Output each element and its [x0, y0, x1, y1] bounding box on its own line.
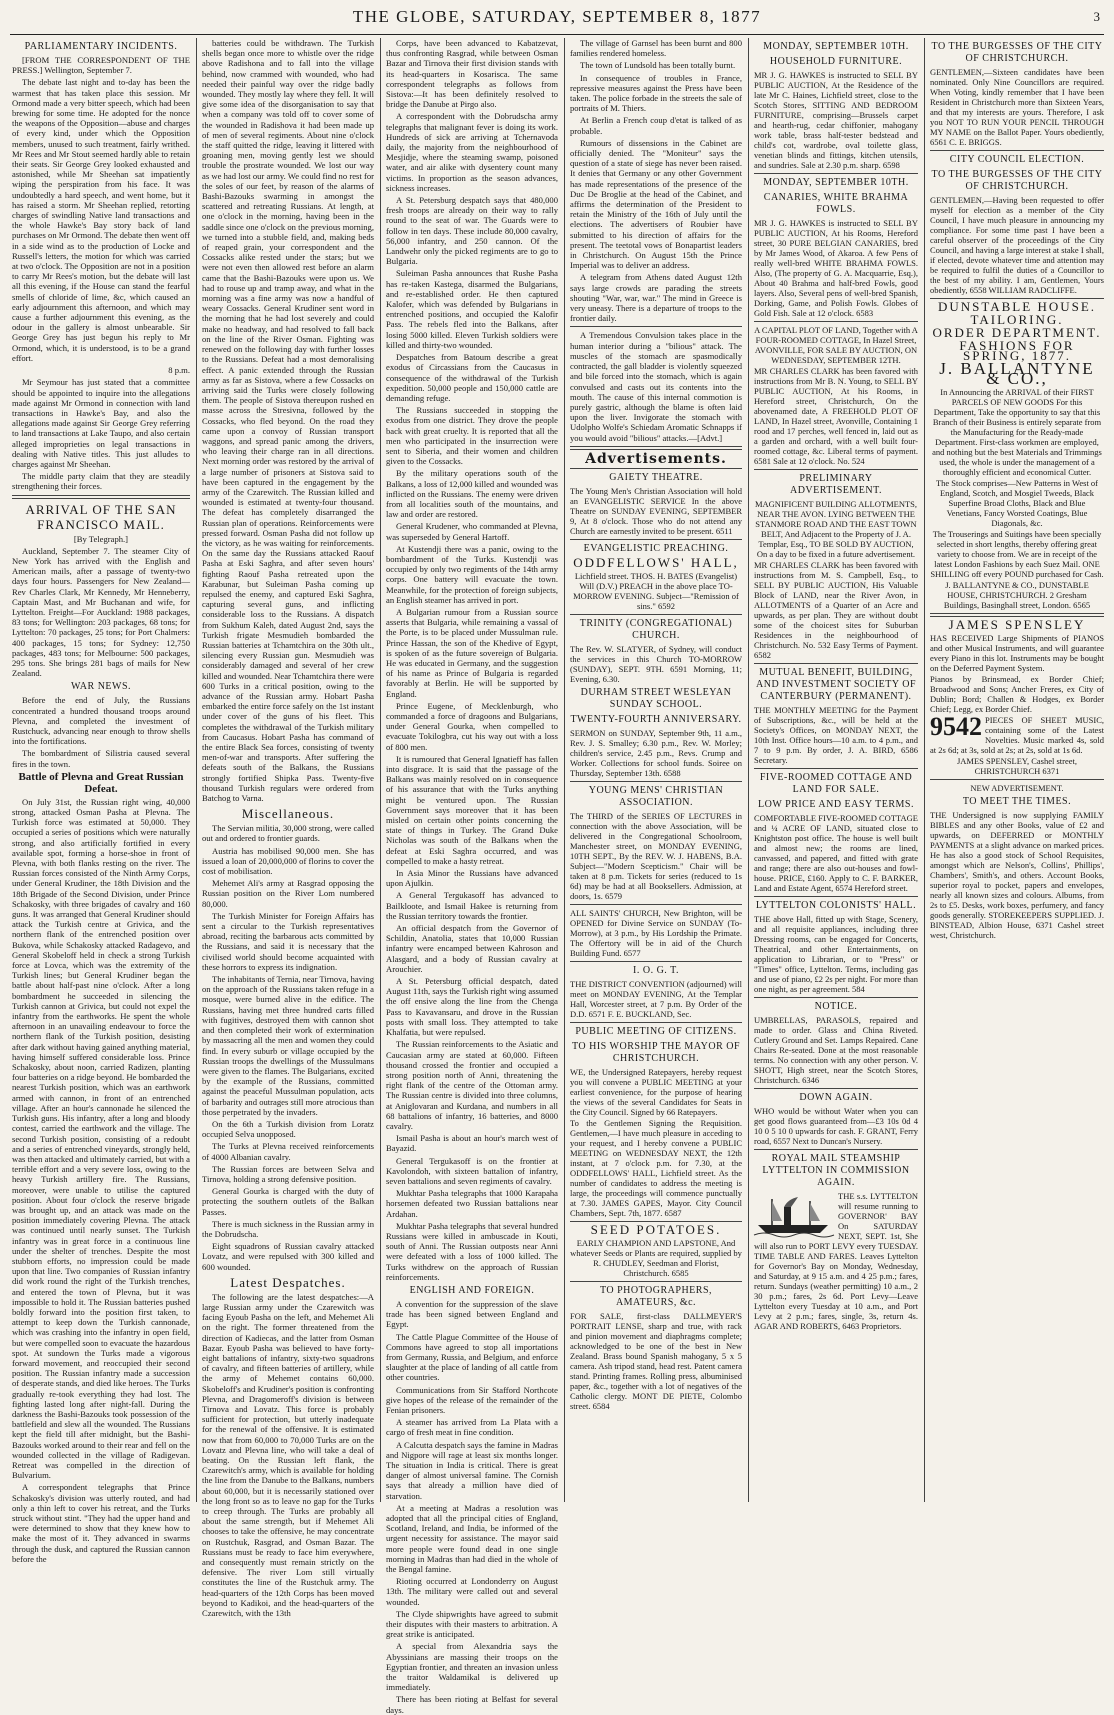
divider — [570, 539, 742, 540]
article-paragraph: Auckland, September 7. The steamer City of New York has arrived with the English and American mails, after a passage of twenty-two days four hours. Passengers for New Zealand—Rev Charles Clark, Mr Kennedy, Mr Henneberry, Captain Mast, and Mr Buchanan and wife, for Lyttelton. Freight—For Auckland: 1988 packages, 83 tons; for Wellington: 203 packages, 68 tons; for Lyttelton: 70 packages, 25 tons; for Port Chalmers: 400 packages, 15 tons; for Sydney: 12,750 packages, 483 tons; for Melbourne: 500 packages, 295 tons. She brings 281 bags of mails for New Zealand. — [12, 545, 190, 679]
advertisement — [570, 543, 742, 611]
ad-body: WE, the Undersigned Ratepayers, hereby request you will convene a PUBLIC MEETING at your earliest convenience, for the purpose of hearing the views of the several Candidates for Seats in the City Council. Signed by 66 Ratepayers. — [570, 1066, 742, 1117]
ad-body: COMFORTABLE FIVE-ROOMED COTTAGE and ¼ ACRE OF LAND, situated close to Knightston post office. The house is well built and almost new; the rooms are lined, canvassed, and papered, and fitted with grate and range; there are also out-houses and fowl-house. PRICE, £160. Apply to C. F. BARKER, Land and Estate Agent, 6574 Hereford street. — [754, 813, 918, 893]
ad-title: ODDFELLOWS' HALL, — [573, 554, 739, 570]
ad-body: ALL SAINTS' CHURCH, New Brighton, will be OPENED for Divine Service on SUNDAY (To-Morrow), at 3 p.m., by His Lordship the Primate. The Offertory will be in aid of the Church Building Fund. 6577 — [570, 907, 742, 958]
divider — [570, 614, 742, 615]
ad-title: SEED POTATOES. — [590, 1221, 722, 1237]
advertisement — [754, 473, 918, 660]
ad-body: THE s.s. LYTTELTON will resume running to GOVERNOR' BAY On SATURDAY NEXT, SEPT. 1st, She will also run to PORT LEVY every TUESDAY. TIME TABLE AND FARES. Leaves Lyttelton for Governor's Bay on Monday, Wednesday, and Saturday, at 9 15 a.m. and 4 25 p.m.; fares, return. Sundays (weather permitting) 10 a.m., 2 30 p.m.; fares, 2s 6d. Port Levy—Leave Lyttelton every Tuesday at 10 a.m., and Port Levy at 2 p.m.; fares, single, 3s, return 4s. AGAR AND ROBERTS, 6463 Proprietors. — [754, 1191, 918, 1331]
ad-body: THE DISTRICT CONVENTION (adjourned) will meet on MONDAY EVENING, At the Templar Hall, Worcester street, at 7 p.m. By Order of the D.D. 6571 F. E. BUCKLAND, Sec. — [570, 978, 742, 1019]
ad-body: PIECES OF SHEET MUSIC, containing some of the Latest Novelties. Music marked 4s, sold at 2s 6d; at 3s, sold at 2s; at 2s, sold at 1s 6d. — [930, 715, 1104, 755]
article-paragraph: Austria has mobilised 90,000 men. She has issued a loan of 20,000,000 of florins to cover the cost of mobilisation. — [202, 845, 374, 877]
article-paragraph: Mukhtar Pasha telegraphs that several hundred Russians were killed in ambuscade in Kouti, south of Anni. The Russian outposts near Anni were defeated with a loss of 1000 killed. The Turks withdrew on the approach of Russian reinforcements. — [386, 1220, 558, 1282]
column-1 — [12, 38, 190, 1564]
article-paragraph: Mukhtar Pasha telegraphs that 1000 Karapaha horsemen defeated two Russian battalions near Ardahan. — [386, 1188, 558, 1219]
article-paragraph: The Turks at Plevna received reinforcements of 4000 Albanian cavalry. — [202, 1141, 374, 1162]
article-paragraph: A Calcutta despatch says the famine in Madras and Nigpore will rage at least six months longer. The situation in India is critical. There is great danger of almost universal famine. The Cornish says that already a million have died of starvation. — [386, 1439, 558, 1501]
ad-subtitle: FASHIONS FOR SPRING, 1877. — [959, 338, 1075, 363]
timestamp: 8 p.m. — [168, 365, 190, 376]
divider — [570, 468, 742, 469]
article-paragraph: The following are the latest despatches:—A large Russian army under the Czarewitch was facing Eyoub Pasha on the left, and Mehemet Ali on the right. The former threatened from the direction of Kadiecas, and the latter from Osman Bazar. Eyoub Pasha was believed to have forty-eight battalions of infantry, sixty-two squadrons of cavalry, and fifteen batteries of artillery, while the army of Mehemet contains 60,000. Skobeloff's and Krudiner's position is confronting Plevna, and Dragomeroff's division is between Tirnova and Lovatz. This force is probably sufficient for protection, but utterly inadequate for the renewal of the offensive. It is estimated now that from 60,000 to 70,000 Turks are on the Lovatz and Plevna line, who will take a deal of beating. On the Russian left flank, the Czarewitch's army, which is available for holding the line from the Danube to the Balkans, numbers about 60,000, but it is necessarily stationed over the long front so as to leave no gap for the Turks to creep through. The Turks are probably all about the same strength, but if Mehemet Ali chooses to take the offensive, he may concentrate on Rustchuk, Rasgrad, and Osman Bazar. The Russians must be ready to face him everywhere, and consequently must remain strictly on the defensive. The river Lom still virtually constitutes the line of the Rustchuk army. The head-quarters of the 12th Corps has been moved beyond to Kadikoi, and the head-quarters of the Czarewitch, with the 13th — [202, 1291, 374, 1619]
advertisement — [754, 667, 918, 765]
ad-title: JAMES SPENSLEY — [948, 617, 1086, 632]
advertisement — [754, 1001, 918, 1085]
ad-signature: J. BALLANTYNE & CO., DUNSTABLE HOUSE, CHRISTCHURCH. 2 Gresham Buildings, Basinghall street, London. 6565 — [943, 580, 1091, 610]
divider — [754, 469, 918, 470]
ad-body: The Rev. W. SLATYER, of Sydney, will conduct the services in this Church TO-MORROW (SUNDAY), SEPT. 9TH. 6591 Morning, 11; Evening, 6.30. — [570, 643, 742, 684]
article-paragraph: The Russian reinforcements to the Asiatic and Caucasian army are stated at 60,000. Fifteen thousand crossed the frontier and occupied a strong position north of Anni, threatening the right flank of the centre of the Ottoman army. The Russian centre is divided into three columns, at Aniglovaran and Kurdana, and numbers in all 68 battalions of infantry, 16 batteries, and 8000 cavalry. — [386, 1039, 558, 1131]
ad-body: MAGNIFICENT BUILDING ALLOTMENTS, NEAR THE AVON. LYING BETWEEN THE STANMORE ROAD AND THE EAST TOWN BELT, And Adjacent to the Property of J. A. Templar, Esq., TO BE SOLD BY AUCTION, On a day to be fixed in a future advertisement. — [754, 499, 918, 559]
article-paragraph: Ismail Pasha is about an hour's march west of Bayazid. — [386, 1133, 558, 1154]
ad-label: NEW ADVERTISEMENT. — [970, 783, 1064, 793]
divider — [754, 663, 918, 664]
article-paragraph: A special from Alexandria says the Abyssinians are massing their troops on the Egyptian frontier, and threaten an invasion unless the traitor Waldamikal is delivered up immediately. — [386, 1641, 558, 1693]
ad-heading: DOWN AGAIN. — [799, 1092, 873, 1103]
headline: WAR NEWS. — [70, 681, 132, 693]
ad-heading: EVANGELISTIC PREACHING. — [583, 542, 729, 554]
article-paragraph: A correspondent with the Dobrudscha army telegraphs that malignant fever is doing its work. Hundreds of sick are arriving at Tchernavoda daily, the majority from the neighbourhood of Mesjidje, where the steaming swamp, poisoned water, and air alike with dysentery count many victims. In proportion as the season advances, sickness increases. — [386, 111, 558, 193]
headline: Miscellaneous. — [241, 806, 335, 822]
masthead — [0, 0, 1114, 34]
ad-body: GENTLEMEN,—Having been requested to offer myself for election as a member of the City Council, I have much pleasure in announcing my compliance. For some time past I have been a careful observer of the proceedings of the City Council, and having a large interest at stake I shall, if elected, devote whatever time and attention may be required to fulfil the duties of a Councillor to the best of my ability. I am, Gentlemen, Yours obediently, 6558 WILLIAM RADCLIFFE. — [930, 195, 1104, 295]
ad-title: J. BALLANTYNE & CO., — [939, 359, 1095, 388]
ad-heading: NOTICE. — [814, 1001, 858, 1012]
ad-body: SERMON on SUNDAY, September 9th, 11 a.m., Rev. J. S. Smalley; 6.30 p.m., Rev. W. Morley; children's service, 2.45 p.m., Revs. Crump and Worker. Collections for school funds. Soiree on Thursday, September 13th. 6588 — [570, 727, 742, 778]
article-paragraph: Suleiman Pasha announces that Rushe Pasha has re-taken Kastega, disarmed the Bulgarians, and re-established order. He then captured Kalofer, which was defended by Bulgarians in entrenched positions, and occupied the Kalofir Pass. The rebels fled into the Balkans, after losing 5000 killed. Eleven Turkish soldiers were killed and thirty-two wounded. — [386, 268, 558, 350]
article-paragraph: General Krudener, who commanded at Plevna, was superseded by General Hartoff. — [386, 521, 558, 542]
headline: PARLIAMENTARY INCIDENTS. — [24, 41, 178, 52]
advertisement — [570, 1026, 742, 1218]
ad-heading: LYTTELTON COLONISTS' HALL. — [755, 900, 917, 911]
ad-body: To the Gentlemen Signing the Requisition. Gentlemen,—I have much pleasure in acceding to your request, and I hereby convene a PUBLIC MEETING on WEDNESDAY NEXT, the 12th instant, at 7 o'clock p.m. for 7.30, at the ODDFELLOWS' HALL, Lichfield street. As the number of candidates to address the meeting is large, the proceedings will commence punctually at 7.30. JAMES GAPES, Mayor. City Council Chambers, Sept. 7th, 1877. 6587 — [570, 1117, 742, 1218]
column-rule — [196, 38, 197, 1502]
ad-body: Pianos by Brinsmead, ex Border Chief; Broadwood and Sons; Ancher Freres, ex City of Dublin; Bord; Challen & Hodges, ex Border Chief; Legg, ex Border Chief. — [930, 674, 1104, 714]
article-paragraph: General Gourka is charged with the duty of protecting the southern outlets of the Balkan Passes. — [202, 1186, 374, 1217]
article-paragraph: The inhabitants of Ternia, near Tirnova, having on the approach of the Russians taken refuge in a mosque, were burned alive in the edifice. The Russians, having met three hundred carts filled with fugitives, destroyed them with cannon shot and then completed their work of extermination by massacring all the men and women they could find. In every suburb or village occupied by the Russian troops the dwellings of the Mussulmans were given to the flames. The Bulgarians, excited by the example of the Russians, committed against the peaceful Mussulman population, acts of barbarity and outrages still more atrocious than those perpetrated by the invaders. — [202, 974, 375, 1117]
article-paragraph: The middle party claim that they are steadily strengthening their forces. — [12, 471, 190, 492]
ad-heading: DURHAM STREET WESLEYAN SUNDAY SCHOOL. — [580, 686, 732, 710]
masthead-title: THE GLOBE, SATURDAY, SEPTEMBER 8, 1877 — [352, 7, 762, 26]
advertisement — [570, 908, 742, 958]
ad-heading: PRELIMINARY ADVERTISEMENT. — [789, 473, 883, 496]
advertisement — [570, 1285, 742, 1411]
article-paragraph: At Kustendji there was a panic, owing to the bombardment of the Turks. Kustendji was occupied by only two regiments of the 14th army corps. One battery will evacuate the town. Meanwhile, for the protection of foreign subjects, an English steamer has arrived in port. — [386, 543, 558, 605]
article-paragraph: At a meeting at Madras a resolution was adopted that all the principal cities of England, Scotland, Ireland, and India, be informed of the urgent necessity for assistance. The mayor said more people were found dead in one single morning in Madras than had died in the whole of the Bengal famine. — [386, 1502, 558, 1575]
advertisement — [754, 1092, 918, 1146]
article-paragraph: The bombardment of Silistria caused several fires in the town. — [12, 748, 190, 769]
advertisement — [754, 41, 918, 170]
article-paragraph: A St. Petersburg official despatch, dated August 11th, says the Turkish right wing assumed the off ensive along the line from the Chenga Pass to Kavavansaru, and drove in the Russian posts with small loss. They attempted to take Khalfatia, but were repulsed. — [386, 976, 558, 1038]
divider — [754, 1149, 918, 1150]
ad-heading: CANARIES, WHITE BRAHMA FOWLS. — [763, 192, 909, 215]
ad-heading: ROYAL MAIL STEAMSHIP LYTTELTON IN COMMISSION AGAIN. — [762, 1153, 910, 1188]
masthead-rule — [10, 34, 1104, 35]
article-paragraph: Mr Seymour has just stated that a committee should be appointed to inquire into the allegations made against Mr Ormond in connection with land transactions in Hawke's Bay, and also the allegations made against Sir George Grey referring to land transactions at Lake Taupo, and also certain alleged improprieties on legal transactions in dealing with Native titles. This just alludes to charges against Mr Sheehan. — [12, 377, 190, 469]
article-paragraph: A Bulgarian rumour from a Russian source asserts that Bulgaria, while remaining a vassal of the Porte, is to be placed under Mussulman rule. Prince Hassan, the son of the Khedive of Egypt, is spoken of as the future sovereign of Bulgaria. He was educated in Germany, and the suggestion of his name as Prince of Bulgaria is regarded favorably at Berlin. He will be supported by England. — [386, 606, 558, 699]
article-paragraph: There is much sickness in the Russian army in the Dobrudscha. — [202, 1218, 374, 1239]
advertisement — [754, 325, 918, 466]
article-paragraph: Before the end of July, the Russians concentrated a hundred thousand troops around Plevna, and completed the investment of Rustchuck, advancing near enough to throw shells into the fortifications. — [12, 695, 190, 747]
advertisement — [754, 900, 918, 994]
ad-body: THE MONTHLY MEETING for the Payment of Subscriptions, &c., will be held at the Society's Offices, on MONDAY NEXT, the 10th Inst. Office hours—10 a.m. to 4 p.m., and 7 to 9 p.m. By order, J. A. BIRD, 6586 Secretary. — [754, 705, 918, 765]
article-paragraph: The Turkish Minister for Foreign Affairs has sent a circular to the Turkish representatives abroad, reciting the barbarous acts committed by the Russians, and said it is necessary that the civilised world should become acquainted with these horrors to express its indignation. — [202, 910, 374, 972]
article-paragraph: An official despatch from the Governor of Schildin, Anatolia, states that 10,000 Russian infantry were encamped between Kahroson and Alasgard, and a body of Russian cavalry at Arouchier. — [386, 923, 558, 974]
column-3 — [386, 38, 558, 1715]
article-paragraph: Eight squadrons of Russian cavalry attacked Lovatz, and were repulsed with 300 killed and 600 wounded. — [202, 1241, 374, 1272]
ad-body: HAS RECEIVED Large Shipments of PIANOS and other Musical Instruments, and will guarantee every Piano in this lot. Instruments may be bought on the Deferred Payment System. — [930, 633, 1104, 673]
article-paragraph: A General Tergukasoff has advanced to Bailkloote, and Ismail Hakee is returning from the Russian territory towards the frontier. — [386, 890, 558, 921]
ad-body: UMBRELLAS, PARASOLS, repaired and made to order. Glass and China Riveted. Cutlery Ground and Set. Lamps Repaired. Cane Chairs Re-seated. Done at the most reasonable terms. No connection with any other person. V. SHOTT, High street, near the Scotch Stores, Christchurch. 6346 — [754, 1015, 918, 1085]
column-4 — [570, 38, 742, 1500]
advertisement — [570, 965, 742, 1019]
ad-body: The Trouserings and Suitings have been specially selected in short lengths, thereby offering great variety to choose from. We are in receipt of the latest London Fashions by each Suez Mail. ONE SHILLING off every POUND purchased for Cash. — [930, 529, 1104, 579]
advertorial-paragraph: A Tremendous Convulsion takes place in the human interior during a "bilious" attack. The muscles of the stomach are spasmodically contracted, the gall bladder is violently squeezed and bile forced into the stomach, which is again convulsed and casts out its contents into the mouth. The cause of this internal commotion is purely gastric, although the blame is often laid upon the liver. Invigorate the stomach with Udolpho Wolfe's Schiedam Aromatic Schnapps if you would avoid "bilious" attacks.—[Advt.] — [570, 330, 742, 443]
ad-body: The THIRD of the SERIES OF LECTURES in connection with the above Association, will be delivered in the Congregational Schoolroom, Manchester street, on MONDAY EVENING, 10TH SEPT., By the REV. W. J. HABENS, B.A. Subject—"Modern Scepticism." Chair will be taken at 8 p.m. Tickets for series (reduced to 1s 6d) may be had at all Booksellers. Admission, at doors, 1s. 6579 — [570, 810, 742, 901]
ad-heading: PUBLIC MEETING OF CITIZENS. — [575, 1025, 737, 1037]
dateline: [FROM THE CORRESPONDENT OF THE PRESS.] Wellington, September 7. — [12, 55, 190, 76]
headline: Latest Despatches. — [230, 1274, 346, 1290]
divider — [930, 779, 1104, 780]
article-paragraph: Mehemet Ali's army at Rasgrad opposing the Russian position on the River Lom numbered 80,000. — [202, 878, 374, 909]
ad-subheading: TWENTY-FOURTH ANNIVERSARY. — [570, 713, 742, 725]
ad-body: MR CHARLES CLARK has been favored with instructions from M. S. Campbell, Esq., to SELL BY PUBLIC AUCTION, His Valuable Block of LAND, near the River Avon, in ALLOTMENTS of a Quarter of an Acre and upwards, as per plan. They are without doubt some of the choicest sites for Suburban Residences in the neighbourhood of Christchurch. No. 532 Easy Terms of Payment. 6582 — [754, 560, 918, 660]
advertisement — [570, 472, 742, 536]
article-paragraph: On the 6th a Turkish division from Loratz occupied Selva unopposed. — [202, 1118, 374, 1140]
ad-subheading: TO THE BURGESSES OF THE CITY OF CHRISTCHURCH. — [931, 169, 1103, 192]
ad-subtitle: ORDER DEPARTMENT. — [932, 325, 1102, 340]
article-paragraph: By the military operations south of the Balkans, a loss of 12,000 killed and wounded was inflicted on the Russians. The enemy were driven from all localities south of the mountains, and law and order are restored. — [386, 468, 558, 520]
article-paragraph: There has been rioting at Belfast for several days. — [386, 1694, 558, 1715]
article-paragraph: The Russian forces are between Selva and Tirnova, holding a strong defensive position. — [202, 1163, 374, 1184]
ad-heading: MUTUAL BENEFIT, BUILDING, AND INVESTMENT SOCIETY OF CANTERBURY (PERMANENT). — [756, 667, 916, 702]
article-paragraph: In Asia Minor the Russians have advanced upon Ajulkin. — [386, 868, 558, 889]
article-paragraph: At Berlin a French coup d'etat is talked of as probable. — [570, 115, 742, 136]
ad-heading: CITY COUNCIL ELECTION. — [949, 154, 1085, 165]
ad-heading: TO THE BURGESSES OF THE CITY OF CHRISTCHURCH. — [931, 41, 1103, 64]
ad-heading: A CAPITAL PLOT OF LAND, Together with A FOUR-ROOMED COTTAGE, In Hazel Street, AVONVILLE, FOR SALE BY AUCTION, ON WEDNESDAY, SEPTEMBER 12TH. — [754, 325, 918, 365]
divider — [570, 1022, 742, 1023]
column-rule — [380, 38, 381, 1502]
ad-number: 9542 — [930, 712, 982, 741]
article-paragraph: batteries could be withdrawn. The Turkish shells began once more to whistle over the ridge above Radishona and to fall into the village behind, now crammed with wounded, who had needed their painful way over the ridge badly wounded. They mostly lay where they fell. It will give some idea of the disorganisation to say that when a company was told off to cover some of the wounded in Radishova it had been made up of men of several regiments. About nine o'clock the staff quitted the ridge, leaving it littered with groaning men, moving gently lest we should trouble the prostrate wounded. We lost our way as we had lost our army. We could find no rest for the soles of our feet, by reason of the alarms of Bashi-Bazouks swarming in amongst the scattered and retreating Russians. At length, at one o'clock in the morning, having been in the saddle since one o'clock on the previous morning, we turned into a stubble field, and, making beds of reaped grain, your correspondent and the Cossacks alike rested under the stars; but we were not even then allowed rest before an alarm came that the Bashi-Bazouks were upon us. We had to rouse up and tramp away, and what in the morning was a fine army was now a handful of weary Cossacks. General Krudiner sent word in the morning that he had lost severely and could make no headway, and had resolved to fall back on the line of the River Osman. Fighting was renewed on the following day with further losses to the Russians. Defeat had a most demoralising effect. A panic extended through the Russian army as far as Sistova, where a few Cossacks on arriving said the Turks were closely following them. The people of Sistova thereupon rushed en masse across the Stresivna, followed by the Cossacks, who fled beyond. On the road they came upon a convoy of Russian transport waggons, and spread panic among the drivers, who leaving their charge ran in all directions. Next morning order was restored by the arrival of a large number of prisoners at Sistova said to have been captured in the engagement by the army of the Czarewitch. The Russian killed and wounded is estimated at twenty-four thousand. The defeat has completely disarranged the Russian plan of operations. Reinforcements were pressed forward. Osman Pasha did not follow up the victory, as he was waiting for reinforcements. On the same day the Russians attacked Raouf Pasha at Eski Saghra, and after seven hours' fighting Raouf Pasha retreated upon the Karabunar, but Suleiman Pasha coming up repulsed the enemy, and captured Eski Saghra, capturing several guns, and inflicting considerable loss to the Russians. A dispatch from Sukhum Kaleh, dated August 2nd, says the Turkish frigate Mesmudieh bombarded the Russian batteries at Tchamtchira on the 30th ult., silencing every Russian gun. Mesmudieh was considerably damaged and several of her crew killed and wounded. Near Tchamtchira there were 600 Turks in a critical position, owing to the advance of the Russian army. Hobart Pasha embarked the entire force safely on the 1st instant under cover of the guns of his fleet. This completes the withdrawal of the Turkish military from Caucasus. Hobart Pasha has command of the entire Black Sea forces, consisting of twenty men-of-war and transports. After suffering the defeats south of the Balkans, the Russians strongly fortified Shipka Pass. Twenty-five thousand Turkish regulars were ordered from Batchog to Varna. — [202, 38, 374, 804]
article-paragraph: General Tergukasoff is on the frontier at Kavolondoh, with sixteen battalion of infantry, seven battalions and seven regiments of cavalry. — [386, 1155, 558, 1186]
ad-body: THE Undersigned is now supplying FAMILY BIBLES and any other Books, value of £2 and upwards, on DEFERRED or MONTHLY PAYMENTS at a slight advance on marked prices. He has also a good stock of School Requisites, amongst which are Nelson's, Collins', Phillips', Chambers', Smith's, and others. Account Books, superior royal to pocket, papers and envelopes, nearly all known sizes and colours. Albums, from 2s to £5. Desks, work boxes, perfumery, and fancy goods generally. STOREKEEPERS SUPPLIED. J. BINSTEAD, Albion House, 6371 Cashel street west, Christchurch. — [930, 810, 1104, 940]
advertisement — [930, 299, 1104, 610]
ad-subheading: TO HIS WORSHIP THE MAYOR OF CHRISTCHURCH. — [571, 1040, 741, 1064]
ad-date: MONDAY, SEPTEMBER 10TH. — [763, 41, 909, 52]
article-paragraph: The Cattle Plague Committee of the House of Commons have agreed to stop all importations from Germany, Russia, and Belgium, and enforce slaughter at the place of landing of all cattle from other countries. — [386, 1331, 558, 1383]
ad-subtitle: TAILORING. — [970, 312, 1064, 327]
headline: ARRIVAL OF THE SAN FRANCISCO MAIL. — [25, 501, 177, 532]
column-rule — [748, 38, 749, 1502]
article-paragraph: A telegram from Athens dated August 12th says large crowds are parading the streets shouting "War, war, war." The mind in Greece is very uneasy. There is a departure of troops to the frontier daily. — [570, 272, 742, 324]
advertisement — [754, 177, 918, 318]
article-paragraph: The debate last night and to-day has been the warmest that has taken place this session. Mr Ormond made a very bitter speech, which had been brewing for some time. He adopted for the nonce the weapons of the Opposition—abuse and charges of every kind, under which the Opposition members, unused to such treatment, fairly writhed. Mr Rees and Mr Stout seemed hardly able to retain their seats. Sir George Grey looked exhausted and astonished, while Mr Sheehan sat impatiently wiping the perspiration from his face. It was undoubtedly a hard speech, and went home, but it has raised a storm. Mr Sheehan replied, retorting charges of swindling Native land transactions and the whole Hawke's Bay story back of land purchases on Mr Ormond. The debate then went off in a side wind as to the production of Locke and Russell's letters, the motion for which was carried at two o'clock. The Opposition are not in a position to carry Mr Rees's motion, but the debate will last all this evening, if the House can stand the fearful smells of chloride of lime, &c, which caused an early adjournment this afternoon, and which may cause a further adjournment this evening, as the odour in the gallery is almost unbearable. Sir George Grey has just begun his reply to Mr Ormond, which, it is understood, is to be a grand effort. — [12, 77, 190, 363]
divider — [930, 150, 1104, 151]
divider — [570, 1281, 742, 1282]
divider — [754, 896, 918, 897]
advertisements-heading: Advertisements. — [585, 450, 727, 467]
advertisement — [930, 617, 1104, 776]
ad-date: MONDAY, SEPTEMBER 10TH. — [763, 177, 909, 188]
ad-signature: JAMES SPENSLEY, Cashel street, CHRISTCHURCH 6371 — [956, 756, 1078, 776]
ad-heading: TRINITY (CONGREGATIONAL) CHURCH. — [579, 617, 733, 641]
article-paragraph: Corps, have been advanced to Kabatzevat, thus confronting Rasgrad, while between Osman Bazar and Tirnova their first division stands with its head-quarters in Kosarisca. The same correspondent telegraphs as follows from Sistova:—It has been definitely resolved to bridge the Danube at Pirgo also. — [386, 38, 558, 110]
article-paragraph: A St. Petersburg despatch says that 480,000 fresh troops are already on their way to rally round to the seat of war. The Guards were to follow in ten days. These include 80,000 cavalry, 56,000 infantry, and 250 cannon. Of the Landwehr only the picked regiments are to go to Bulgaria. — [386, 195, 558, 267]
column-rule — [564, 38, 565, 1502]
ad-title: DUNSTABLE HOUSE. — [937, 299, 1097, 314]
article-paragraph: In consequence of troubles in France, repressive measures against the Press have been taken. The police forbade in the streets the sale of portraits of M. Thiers. — [570, 72, 742, 114]
divider — [754, 997, 918, 998]
divider — [570, 961, 742, 962]
article-paragraph: Despatches from Batoum describe a great exodus of Circassians from the Caucasus in consequence of the withdrawal of the Turkish expedition. 50,000 people and 150,000 cattle are demanding refuge. — [386, 352, 558, 403]
divider — [570, 326, 742, 327]
divider — [570, 904, 742, 905]
article-paragraph: Communications from Sir Stafford Northcote give hopes of the release of the remainder of the Fenian prisoners. — [386, 1384, 558, 1415]
article-paragraph: A convention for the suppression of the slave trade has been signed between England and Egypt. — [386, 1298, 558, 1330]
article-paragraph: A steamer has arrived from La Plata with a cargo of fresh meat in fine condition. — [386, 1417, 558, 1438]
ad-body: Lichfield street. THOS. H. BATES (Evangelist) Will (D.V.) PREACH in the above place TO-MORROW EVENING. Subject—"Remission of sins." 6592 — [573, 570, 739, 611]
advertisement — [930, 154, 1104, 295]
advertisement — [754, 1153, 918, 1331]
article-paragraph: The Servian militia, 30,000 strong, were called out and ordered to frontier guards. — [202, 823, 374, 844]
ad-heading: I. O. G. T. — [633, 964, 679, 976]
column-2 — [202, 38, 375, 1619]
advertisement — [570, 618, 742, 778]
advertisement — [930, 783, 1104, 940]
ad-body: THE above Hall, fitted up with Stage, Scenery, and all requisite appliances, including three Dressing rooms, can be engaged for Concerts, Theatrical, and other Entertainments, on application to Librarian, or to "Press" or "Times" office, Lyttelton. Terms, including gas and use of piano, £2 2s per night. For more than one night, as per agreement. 584 — [754, 914, 918, 994]
ad-body: The Young Men's Christian Association will hold an EVANGELISTIC SERVICE In the above Theatre on SUNDAY EVENING, SEPTEMBER 9, At 8 o'clock. Those who do not attend any Church are earnestly invited to be present. 6511 — [570, 485, 742, 536]
ad-heading: FIVE-ROOMED COTTAGE AND LAND FOR SALE. — [759, 772, 913, 795]
ad-body: EARLY CHAMPION AND LAPSTONE, And whatever Seeds or Plants are required, supplied by R. CHUDLEY, Seedman and Florist, Christchurch. 6585 — [570, 1237, 742, 1278]
article-paragraph: Rumours of dissensions in the Cabinet are officially denied. The "Moniteur" says the question of a state of siege has never been raised. It denies that Germany or any other Government has made representations of the presence of the Duc De Broglie at the head of the Cabinet, and affirms the determination of the President to retain the Ministry of the 16th of July until the elections. The advertisers of Roubier have submitted to his direction of affairs for the present. The teetotal vows of Bonapartist leaders in Christchurch. On August 15th the Prince Imperial was to deliver an address. — [570, 137, 742, 271]
ad-heading: YOUNG MENS' CHRISTIAN ASSOCIATION. — [588, 784, 724, 808]
divider — [754, 768, 918, 769]
article-paragraph: The Clyde shipwrights have agreed to submit their disputes with their masters to arbitration. A great strike is anticipated. — [386, 1608, 558, 1640]
ad-body: In Announcing the ARRIVAL of their FIRST PARCELS OF NEW GOODS For this Department, Take the opportunity to say that this Branch of their Business is entirely separate from the Manufacturing for the Ready-made Department. First-class workmen are employed, and nothing but the best Materials and Trimmings used, the whole is under the management of a thoroughly efficient and economical Cutter. — [932, 387, 1102, 477]
article-paragraph: On July 31st, the Russian right wing, 40,000 strong, attacked Osman Pasha at Plevna. The Turkish force was estimated at 50,000. They occupied a series of positions which were naturally strong, and also artificially fortified in every available spot, forming a horse-shoe in front of Plevna, with both flanks resting on the river. The Russian forces consisted of the Ninth Army Corps, under General Krudiner, the 18th Division and the 18th Brigade of the Second Division, under Prince Schakosky, with three brigades of cavalry and 160 guns. It was arranged that General Krudiner should attack the Turkish centre at Grivica, and the northern flank of the entrenched position over Bukova, while Schakosky attacked Radagevo, and General Skobeloff held in check a strong Turkish force at Lovca, which was the extremity of the Turkish lines; but General Krudiner began the battle about half-past nine o'clock. After a long bombardment he succeeded in silencing the Turkish cannon at Grivica, but could not expel the infantry from the earthworks. He spent the whole afternoon in an unavailing endeavour to force the northern flank of the Turkish position, desisting after dark without having gained anything material, having himself suffered considerable loss. Prince Schakosky, about noon, carried Radizen, planting four batteries on a ridge beyond. He bombarded the nearest Turkish position, which was an earthwork armed with cannon, in front of an entrenched village. After an hour's cannonade he silenced the Turkish guns. His infantry, after a long and bloody contest, carried the earthwork and the village. The second Turkish position, consisting of a redoubt and a series of entrenched vineyards, strongly held, was then attacked and ultimately carried, but with a terrible effort and a very severe loss, owing to the heavy Turkish artillery fire. The Russians, moreover, were unable to utilise the captured position. About four o'clock the reserve brigade was brought up, and an attack was made on the position immediately covering Plevna. The attack was continued until nearly sunset. The Turkish infantry was in great force in a continuous line under the shelter of trenches. Despite the most stubborn efforts, no impression could be made upon that line. Two companies of Russian infantry did work round the right of the Turkish trenches, and entered the town of Plevna, but it was impossible to hold it. The Russian batteries pushed boldly forward into the position first taken, to attempt to keep down the Turkish cannonade, which was crashing into the infantry in open field, but were compelled soon to evacuate the hazardous spot. At sundown the Turks made a vigorous forward movement, and reoccupied their second position. The Russian infantry made a succession of desperate stands, and died like heroes. The Turks gradually re-took everything they had lost. The fighting lasted long after night-fall. During the darkness the Bashi-Bazouks took possession of the battlefield and slew all the wounded. The Russians kept the field till after midnight, but the Bashi-Bazouks worked around to their rear and fell on the wounded collected in the village of Radigevan. Retreat was compelled in the direction of Bulvarium. — [12, 796, 190, 1481]
ad-heading: TO PHOTOGRAPHERS, AMATEURS, &c. — [599, 1284, 713, 1308]
ad-heading: GAIETY THEATRE. — [609, 471, 703, 483]
steamship-icon — [754, 1193, 834, 1237]
ad-body: MR CHARLES CLARK has been favored with instructions from Mr B. N. Young, to SELL BY PUBLIC AUCTION, At his Rooms, in Hereford street, Christchurch, On the abovenamed date, A FREEHOLD PLOT OF LAND, In Hazel street, Avonville, Containing 1 rood and 17 perches, well fenced in, laid out as a garden and orchard, with a well built four-roomed cottage, &c. Liberal terms of payment. 6581 Sale at 12 o'clock. No. 524 — [754, 366, 918, 466]
column-rule — [924, 38, 925, 1502]
article-paragraph: Rioting occurred at Londonderry on August 13th. The military were called out and several wounded. — [386, 1576, 558, 1607]
article-paragraph: It is rumoured that General Ignatieff has fallen into disgrace. It is said that the passage of the Balkans was mainly resolved on in consequence of his assurance that with the Turks anything might be ventured upon. The Russian Government says moreover that it has been misled on certain other points concerning the state of things in Turkey. The Grand Duke Nicholas was south of the Balkans when the defeat at Eski Saghra occurred, and was compelled to make a hasty retreat. — [386, 753, 558, 866]
advertisement — [570, 785, 742, 901]
ad-body: GENTLEMEN,—Sixteen candidates have been nominated. Only Nine Councillors are required. When Voting, kindly remember that I have been Resident in Christchurch more than Sixteen Years, and that my interests are yours. Therefore, I ask you NOT TO RUN YOUR PENCIL THROUGH MY NAME on the Ballot Paper. Yours obediently, 6561 C. E. BRIGGS. — [930, 67, 1104, 147]
article-paragraph: The village of Garnsel has been burnt and 800 families rendered homeless. — [570, 38, 742, 59]
divider — [570, 446, 742, 450]
column-6 — [930, 38, 1104, 1500]
divider — [12, 495, 190, 499]
subheadline: Battle of Plevna and Great Russian Defeat. — [18, 770, 184, 795]
ad-subheading: LOW PRICE AND EASY TERMS. — [758, 799, 914, 810]
ad-body: MR J. G. HAWKES is instructed to SELL BY PUBLIC AUCTION, At his Rooms, Hereford street, 30 PURE BELGIAN CANARIES, bred by Mr James Wood, of Akaroa. A few Pens of really well-bred WHITE BRAHMA FOWLS. Also, (The property of G. A. Macquarrie, Esq.), About 40 Brahma and half-bred Fowls, good layers. Also, Several pens of well-bred Spanish, Dorking, Game, and Polish Fowls. Globes of Gold Fish. Sale at 12 o'clock. 6583 — [754, 218, 918, 318]
divider — [754, 321, 918, 322]
column-5 — [754, 38, 918, 1500]
advertisement — [930, 41, 1104, 147]
ad-body: WHO would be without Water when you can get good flows guaranteed from—£3 10s 0d 4 10 0 5 10 0 upwards for cash. F. GRANT, Ferry road, 6557 Next to Duncan's Nursery. — [754, 1106, 918, 1146]
byline: [By Telegraph.] — [73, 533, 129, 544]
ad-heading: TO MEET THE TIMES. — [962, 796, 1072, 807]
ad-body: MR J. G. HAWKES is instructed to SELL BY PUBLIC AUCTION, At the Residence of the late Mr C. Haines, Lichfield street, close to the Scotch Stores, SITTING AND BEDROOM FURNITURE, comprising—Brussels carpet and hearth-rug, cedar chiffonier, mahogany work table, brass half-tester bedstead and child's cot, wardrobe, oval toilette glass, venetian blinds and fittings, kitchen utensils, and sundries. Sale at 2.30 p.m. sharp. 6598 — [754, 70, 918, 170]
ad-body: The Stock comprises—New Patterns in West of England, Scotch, and Mosgiel Tweeds, Black Superfine Broad Cloths, Black and Blue Venetians, Fancy Worsted Coatings, Blue Diagonals, &c. — [935, 478, 1099, 528]
advertisement — [754, 772, 918, 893]
divider — [754, 1088, 918, 1089]
divider — [570, 781, 742, 782]
article-paragraph: The town of Lundsold has been totally burnt. — [580, 60, 736, 71]
ad-heading: HOUSEHOLD FURNITURE. — [769, 56, 903, 67]
article-paragraph: A correspondent telegraphs that Prince Schakosky's division was utterly routed, and had only a thin left to cover his retreat, and the Turks struck without stint. "They had the upper hand and were determined to show that they knew how to make the most of it. They advanced in swarms through the dusk, and captured the Russian cannon before the — [12, 1482, 190, 1564]
article-paragraph: Prince Eugene, of Mecklenburgh, who commanded a force of dragoons and Bulgarians, under General Gourka, when compelled to evacuate Tokilogbra, cut his way out with a loss of 800 men. — [386, 700, 558, 752]
divider — [754, 173, 918, 174]
ad-body: FOR SALE, first-class DALLMEYER'S PORTRAIT LENSE, sharp and true, with rack and pinion movement and diaphragms complete; acknowledged to be one of the best in New Zealand. Brass bound Spanish mahogany, 5 x 5 camera. Ash tripod stand, head rest. Patent camera stand. Printing frames. Rolling press, albuminised paper, &c., together with a lot of negatives of the Catholic clergy. MONT DE PIETE, Colombo street. 6584 — [570, 1310, 742, 1411]
advertisement — [570, 1221, 742, 1278]
headline: ENGLISH AND FOREIGN. — [409, 1284, 535, 1296]
article-paragraph: The Russians succeeded in stopping the exodus from one district. They drove the people back with great cruelty. It is reported that all the men who participated in the insurrection were sent to Siberia, and their women and children given to the Cossacks. — [386, 405, 558, 467]
page-number: 3 — [1093, 9, 1100, 24]
